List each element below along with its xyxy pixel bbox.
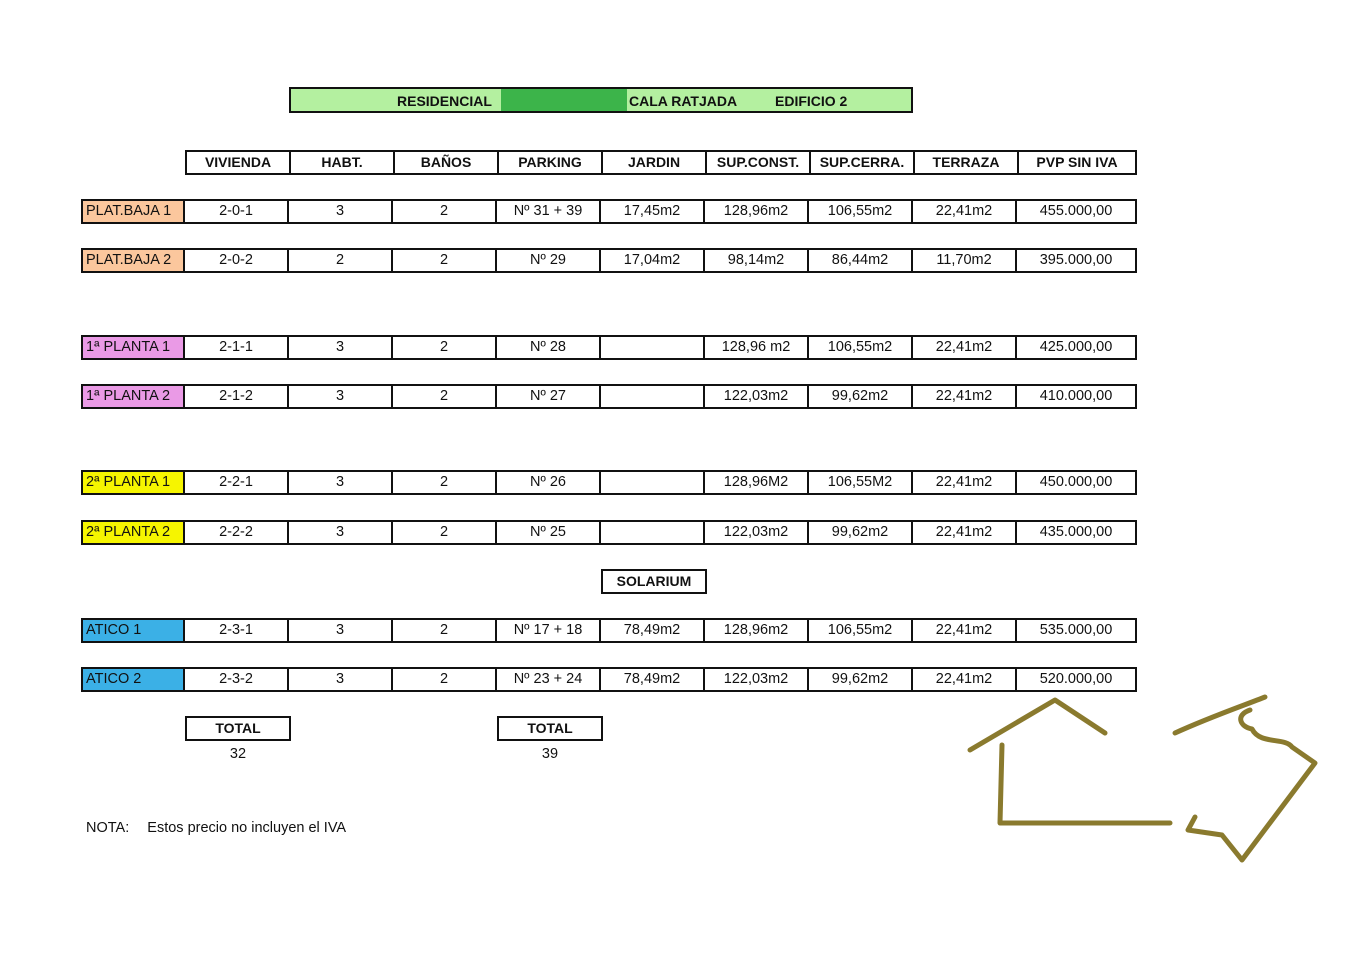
- cell-habt: 3: [287, 384, 393, 409]
- cell-jardin: [599, 335, 705, 360]
- cell-parking: Nº 31 + 39: [495, 199, 601, 224]
- cell-pvp: 435.000,00: [1015, 520, 1137, 545]
- cell-parking: Nº 29: [495, 248, 601, 273]
- cell-sup-cerra: 106,55M2: [807, 470, 913, 495]
- total-parking-label: TOTAL: [497, 716, 603, 741]
- cell-terraza: 22,41m2: [911, 667, 1017, 692]
- cell-jardin: 17,45m2: [599, 199, 705, 224]
- table-row: [81, 520, 1137, 545]
- title-green-block: [501, 89, 627, 111]
- cell-banos: 2: [391, 384, 497, 409]
- header-jardin: JARDIN: [601, 150, 707, 175]
- solarium-label: SOLARIUM: [601, 569, 707, 594]
- cell-pvp: 455.000,00: [1015, 199, 1137, 224]
- cell-sup-cerra: 106,55m2: [807, 618, 913, 643]
- cell-sup-cerra: 99,62m2: [807, 520, 913, 545]
- cell-sup-const: 122,03m2: [703, 520, 809, 545]
- table-row: [81, 384, 1137, 409]
- cell-sup-const: 98,14m2: [703, 248, 809, 273]
- cell-vivienda: 2-1-1: [183, 335, 289, 360]
- table-row: [81, 248, 1137, 273]
- cell-banos: 2: [391, 520, 497, 545]
- unit-label: 1ª PLANTA 1: [81, 335, 186, 360]
- cell-terraza: 22,41m2: [911, 335, 1017, 360]
- header-sup-cerra: SUP.CERRA.: [809, 150, 915, 175]
- unit-label: 1ª PLANTA 2: [81, 384, 186, 409]
- cell-habt: 3: [287, 335, 393, 360]
- cell-sup-const: 128,96m2: [703, 199, 809, 224]
- unit-label: 2ª PLANTA 2: [81, 520, 186, 545]
- note-text: Estos precio no incluyen el IVA: [147, 820, 347, 836]
- cell-sup-const: 122,03m2: [703, 667, 809, 692]
- cell-pvp: 410.000,00: [1015, 384, 1137, 409]
- cell-banos: 2: [391, 667, 497, 692]
- cell-pvp: 535.000,00: [1015, 618, 1137, 643]
- cell-vivienda: 2-0-2: [183, 248, 289, 273]
- logo-icon: [960, 685, 1330, 875]
- cell-habt: 3: [287, 470, 393, 495]
- cell-sup-const: 128,96m2: [703, 618, 809, 643]
- total-rooms-value: 32: [229, 746, 247, 762]
- cell-vivienda: 2-2-2: [183, 520, 289, 545]
- unit-label: PLAT.BAJA 1: [81, 199, 186, 224]
- cell-pvp: 425.000,00: [1015, 335, 1137, 360]
- cell-jardin: 78,49m2: [599, 667, 705, 692]
- table-row: [81, 618, 1137, 643]
- table-row: [81, 199, 1137, 224]
- cell-sup-const: 122,03m2: [703, 384, 809, 409]
- cell-terraza: 22,41m2: [911, 618, 1017, 643]
- cell-sup-cerra: 99,62m2: [807, 384, 913, 409]
- cell-jardin: [599, 520, 705, 545]
- cell-sup-cerra: 99,62m2: [807, 667, 913, 692]
- unit-label: PLAT.BAJA 2: [81, 248, 186, 273]
- cell-pvp: 395.000,00: [1015, 248, 1137, 273]
- cell-habt: 2: [287, 248, 393, 273]
- note-label: NOTA:: [86, 820, 130, 836]
- header-sup-const: SUP.CONST.: [705, 150, 811, 175]
- title-bar: [289, 87, 913, 113]
- cell-banos: 2: [391, 248, 497, 273]
- cell-sup-cerra: 86,44m2: [807, 248, 913, 273]
- cell-parking: Nº 17 + 18: [495, 618, 601, 643]
- unit-label: ATICO 1: [81, 618, 186, 643]
- cell-pvp: 520.000,00: [1015, 667, 1137, 692]
- header-vivienda: VIVIENDA: [185, 150, 291, 175]
- cell-terraza: 22,41m2: [911, 384, 1017, 409]
- cell-sup-cerra: 106,55m2: [807, 335, 913, 360]
- note: [86, 820, 346, 836]
- title-location: CALA RATJADA: [629, 93, 738, 109]
- header-banos: BAÑOS: [393, 150, 499, 175]
- cell-parking: Nº 25: [495, 520, 601, 545]
- cell-jardin: 17,04m2: [599, 248, 705, 273]
- cell-vivienda: 2-3-2: [183, 667, 289, 692]
- header-terraza: TERRAZA: [913, 150, 1019, 175]
- cell-habt: 3: [287, 520, 393, 545]
- cell-pvp: 450.000,00: [1015, 470, 1137, 495]
- cell-sup-const: 128,96 m2: [703, 335, 809, 360]
- header-parking: PARKING: [497, 150, 603, 175]
- cell-terraza: 11,70m2: [911, 248, 1017, 273]
- cell-sup-const: 128,96M2: [703, 470, 809, 495]
- cell-banos: 2: [391, 335, 497, 360]
- unit-label: 2ª PLANTA 1: [81, 470, 186, 495]
- cell-banos: 2: [391, 470, 497, 495]
- cell-parking: Nº 27: [495, 384, 601, 409]
- cell-parking: Nº 28: [495, 335, 601, 360]
- cell-jardin: [599, 384, 705, 409]
- cell-terraza: 22,41m2: [911, 199, 1017, 224]
- title-building: EDIFICIO 2: [775, 93, 848, 109]
- total-rooms-label: TOTAL: [185, 716, 291, 741]
- header-habt: HABT.: [289, 150, 395, 175]
- cell-vivienda: 2-3-1: [183, 618, 289, 643]
- cell-banos: 2: [391, 199, 497, 224]
- cell-parking: Nº 23 + 24: [495, 667, 601, 692]
- title-residencial: RESIDENCIAL: [397, 93, 492, 109]
- cell-habt: 3: [287, 667, 393, 692]
- table-row: [81, 335, 1137, 360]
- cell-jardin: 78,49m2: [599, 618, 705, 643]
- cell-vivienda: 2-0-1: [183, 199, 289, 224]
- header-pvp: PVP SIN IVA: [1017, 150, 1137, 175]
- cell-banos: 2: [391, 618, 497, 643]
- unit-label: ATICO 2: [81, 667, 186, 692]
- cell-habt: 3: [287, 618, 393, 643]
- cell-habt: 3: [287, 199, 393, 224]
- cell-terraza: 22,41m2: [911, 520, 1017, 545]
- cell-vivienda: 2-1-2: [183, 384, 289, 409]
- cell-terraza: 22,41m2: [911, 470, 1017, 495]
- cell-sup-cerra: 106,55m2: [807, 199, 913, 224]
- cell-jardin: [599, 470, 705, 495]
- cell-vivienda: 2-2-1: [183, 470, 289, 495]
- cell-parking: Nº 26: [495, 470, 601, 495]
- table-row: [81, 470, 1137, 495]
- total-parking-value: 39: [541, 746, 559, 762]
